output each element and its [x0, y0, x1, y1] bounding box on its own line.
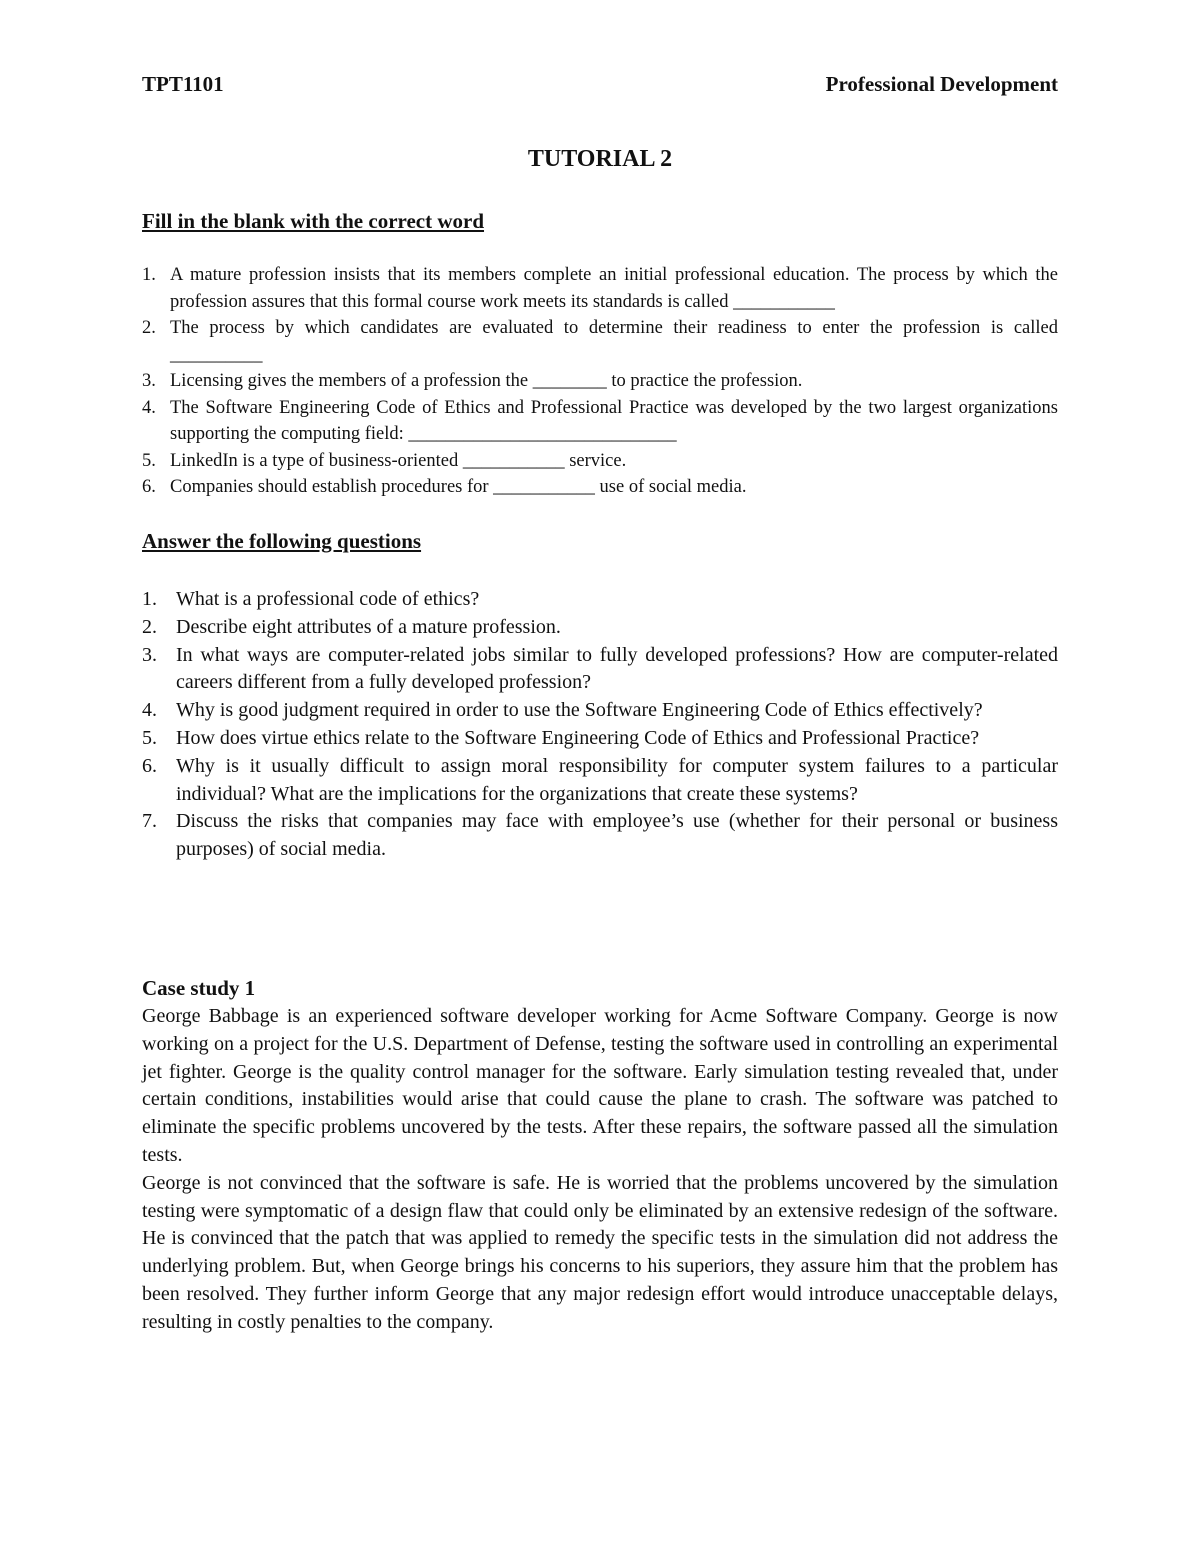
case-study-body: [142, 1003, 1058, 1337]
case-study-paragraph: George Babbage is an experienced software developer working for Acme Software Company. George is now working on a project for the U.S. Department of Defense, testing the software used in controlling an experimental jet fighter. George is the quality control manager for the software. Early simulation testing revealed that, under certain conditions, instabilities would arise that could cause the plane to crash. The software was patched to eliminate the specific problems uncovered by the tests. After these repairs, the software passed all the simulation tests.: [142, 1005, 1058, 1166]
item-number: 6.: [142, 754, 157, 777]
item-text: Companies should establish procedures for ___________ use of social media.: [170, 477, 747, 497]
item-text: The Software Engineering Code of Ethics and Professional Practice was developed by the two largest organizations supporting the computing field: _____________________________: [170, 397, 1058, 444]
item-text: Discuss the risks that companies may face with employee’s use (whether for their personal or business purposes) of social media.: [176, 810, 1058, 861]
item-text: Why is good judgment required in order to use the Software Engineering Code of Ethics effectively?: [176, 699, 983, 722]
item-text: The process by which candidates are evaluated to determine their readiness to enter the profession is called __________: [170, 318, 1058, 365]
item-number: 3.: [142, 371, 156, 391]
list-item: [142, 642, 1058, 698]
item-number: 2.: [142, 318, 156, 338]
course-code: TPT1101: [142, 72, 224, 96]
item-number: 1.: [142, 588, 157, 610]
fill-in-list: [142, 262, 1058, 501]
page-title: TUTORIAL 2: [527, 146, 673, 172]
questions-section-heading: Answer the following questions: [142, 529, 422, 553]
item-number: 1.: [142, 265, 156, 285]
list-item: [142, 808, 1058, 864]
item-text: What is a professional code of ethics?: [176, 588, 480, 610]
questions-list: [142, 586, 1058, 864]
item-text: Licensing gives the members of a profession the ________ to practice the profession.: [170, 371, 803, 391]
item-text: Describe eight attributes of a mature profession.: [176, 615, 561, 638]
item-text: How does virtue ethics relate to the Software Engineering Code of Ethics and Professional Practice?: [176, 726, 980, 749]
list-item: [142, 448, 1058, 475]
list-item: [142, 262, 1058, 315]
list-item: [142, 474, 1058, 501]
item-text: Why is it usually difficult to assign moral responsibility for computer system failures to a particular individual? What are the implications for the organizations that create these systems?: [176, 754, 1058, 805]
item-number: 4.: [142, 397, 156, 418]
item-number: 5.: [142, 450, 156, 471]
item-number: 2.: [142, 615, 157, 638]
case-study-title: Case study 1: [142, 976, 256, 1000]
list-item: [142, 586, 1058, 614]
list-item: [142, 368, 1058, 395]
list-item: [142, 753, 1058, 809]
fill-in-section-heading: Fill in the blank with the correct word: [142, 209, 485, 233]
item-text: In what ways are computer-related jobs similar to fully developed professions? How are computer-related careers different from a fully developed profession?: [176, 643, 1058, 694]
list-item: [142, 614, 1058, 642]
list-item: [142, 315, 1058, 368]
list-item: [142, 697, 1058, 725]
list-item: [142, 395, 1058, 448]
item-number: 4.: [142, 699, 157, 722]
item-number: 7.: [142, 810, 157, 833]
item-number: 5.: [142, 726, 157, 749]
course-name: Professional Development: [825, 72, 1058, 96]
list-item: [142, 725, 1058, 753]
item-number: 6.: [142, 477, 156, 497]
item-number: 3.: [142, 643, 157, 666]
case-study-paragraph: George is not convinced that the software is safe. He is worried that the problems uncovered by the simulation testing were symptomatic of a design flaw that could only be eliminated by an extensive redesign of the software. He is convinced that the patch that was applied to remedy the specific tests in the simulation did not address the underlying problem. But, when George brings his concerns to his superiors, they assure him that the problem has been resolved. They further inform George that any major redesign effort would introduce unacceptable delays, resulting in costly penalties to the company.: [142, 1171, 1058, 1333]
item-text: A mature profession insists that its members complete an initial professional education. The process by which the profession assures that this formal course work meets its standards is called ___________: [170, 265, 1058, 312]
item-text: LinkedIn is a type of business-oriented ___________ service.: [170, 450, 627, 471]
page-header: [142, 72, 1058, 102]
